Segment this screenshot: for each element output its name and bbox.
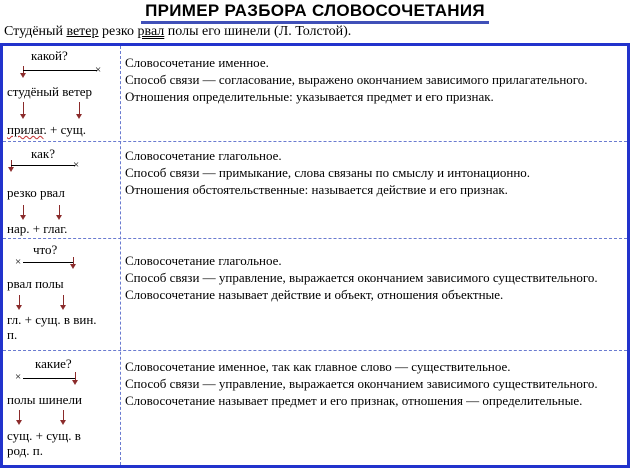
example-sentence (4, 23, 351, 40)
arrow-down-icon (73, 257, 74, 267)
parts-of-speech (7, 312, 97, 342)
main-word-cross-icon: × (95, 64, 102, 76)
parts-text: сущ. + сущ. в (7, 428, 81, 443)
link-line (23, 70, 97, 71)
link-line (11, 165, 75, 166)
phrase-text: полы шинели (7, 392, 82, 407)
arrow-down-icon (59, 205, 60, 218)
arrow-down-icon (23, 66, 24, 76)
explanation-cell (125, 358, 625, 409)
sentence-part: полы его шинели (Л. Толстой). (164, 24, 352, 39)
explanation-line: Отношения определительные: указывается предмет и его признак. (125, 89, 494, 104)
explanation-line: Словосочетание именное. (125, 55, 269, 70)
row-divider (3, 238, 627, 239)
arrow-down-icon (23, 205, 24, 218)
arrow-down-icon (79, 102, 80, 117)
explanation-cell (125, 147, 625, 198)
arrow-down-icon (19, 410, 20, 423)
explanation-cell (125, 54, 625, 105)
question-label: какие? (35, 356, 72, 371)
parts-of-speech: нар. + глаг. (7, 221, 68, 236)
arrow-down-icon (63, 410, 64, 423)
sentence-word-predicate: рвал (137, 24, 165, 39)
parts-of-speech (7, 122, 86, 137)
arrow-down-icon (19, 295, 20, 308)
parts-text: прилаг (7, 122, 44, 137)
parts-text: гл. + сущ. в вин. (7, 312, 97, 327)
table-row (3, 352, 627, 465)
explanation-line: Словосочетание именное, так как главное слово — существительное. (125, 359, 511, 374)
table-row (3, 46, 627, 141)
table-row (3, 240, 627, 350)
scheme-cell (3, 46, 119, 141)
explanation-line: Способ связи — примыкание, слова связаны по смыслу и интонационно. (125, 165, 531, 180)
parts-of-speech (7, 428, 81, 458)
analysis-table (0, 43, 630, 468)
table-row (3, 143, 627, 238)
arrow-down-icon (23, 102, 24, 117)
scheme-cell (3, 240, 119, 350)
sentence-part: Студёный (4, 24, 67, 39)
phrase-text: студёный ветер (7, 84, 93, 99)
phrase-text: резко рвал (7, 185, 65, 200)
explanation-line: Отношения обстоятельственные: называется действие и его признак. (125, 182, 508, 197)
question-label: как? (31, 146, 55, 161)
arrow-down-icon (75, 372, 76, 383)
explanation-line: Словосочетание глагольное. (125, 148, 282, 163)
sentence-part: резко (98, 24, 138, 39)
parts-text: . + сущ. (43, 122, 86, 137)
row-divider (3, 141, 627, 142)
explanation-cell (125, 252, 625, 303)
parts-text: род. п. (7, 443, 43, 458)
question-label: какой? (31, 48, 68, 63)
page-title: ПРИМЕР РАЗБОРА СЛОВОСОЧЕТАНИЯ (141, 0, 489, 24)
main-word-cross-icon: × (15, 371, 22, 383)
sentence-word-subject: ветер (66, 24, 99, 39)
explanation-line: Способ связи — согласование, выражено окончанием зависимого прилагательного. (125, 72, 588, 87)
arrow-down-icon (63, 295, 64, 308)
row-divider (3, 350, 627, 351)
link-line (23, 262, 73, 263)
scheme-cell (3, 352, 119, 465)
main-word-cross-icon: × (73, 159, 80, 171)
explanation-line: Способ связи — управление, выражается окончанием зависимого существительного. (125, 270, 598, 285)
scheme-cell (3, 143, 119, 238)
explanation-line: Словосочетание глагольное. (125, 253, 282, 268)
explanation-line: Способ связи — управление, выражается окончанием зависимого существительного. (125, 376, 598, 391)
explanation-line: Словосочетание называет предмет и его признак, отношения — определительные. (125, 393, 583, 408)
question-label: что? (33, 242, 58, 257)
main-word-cross-icon: × (15, 256, 22, 268)
phrase-text: рвал полы (7, 276, 64, 291)
link-line (23, 378, 75, 379)
parts-text: п. (7, 327, 18, 342)
page-title-wrap (0, 0, 630, 24)
explanation-line: Словосочетание называет действие и объект, отношения объектные. (125, 287, 504, 302)
